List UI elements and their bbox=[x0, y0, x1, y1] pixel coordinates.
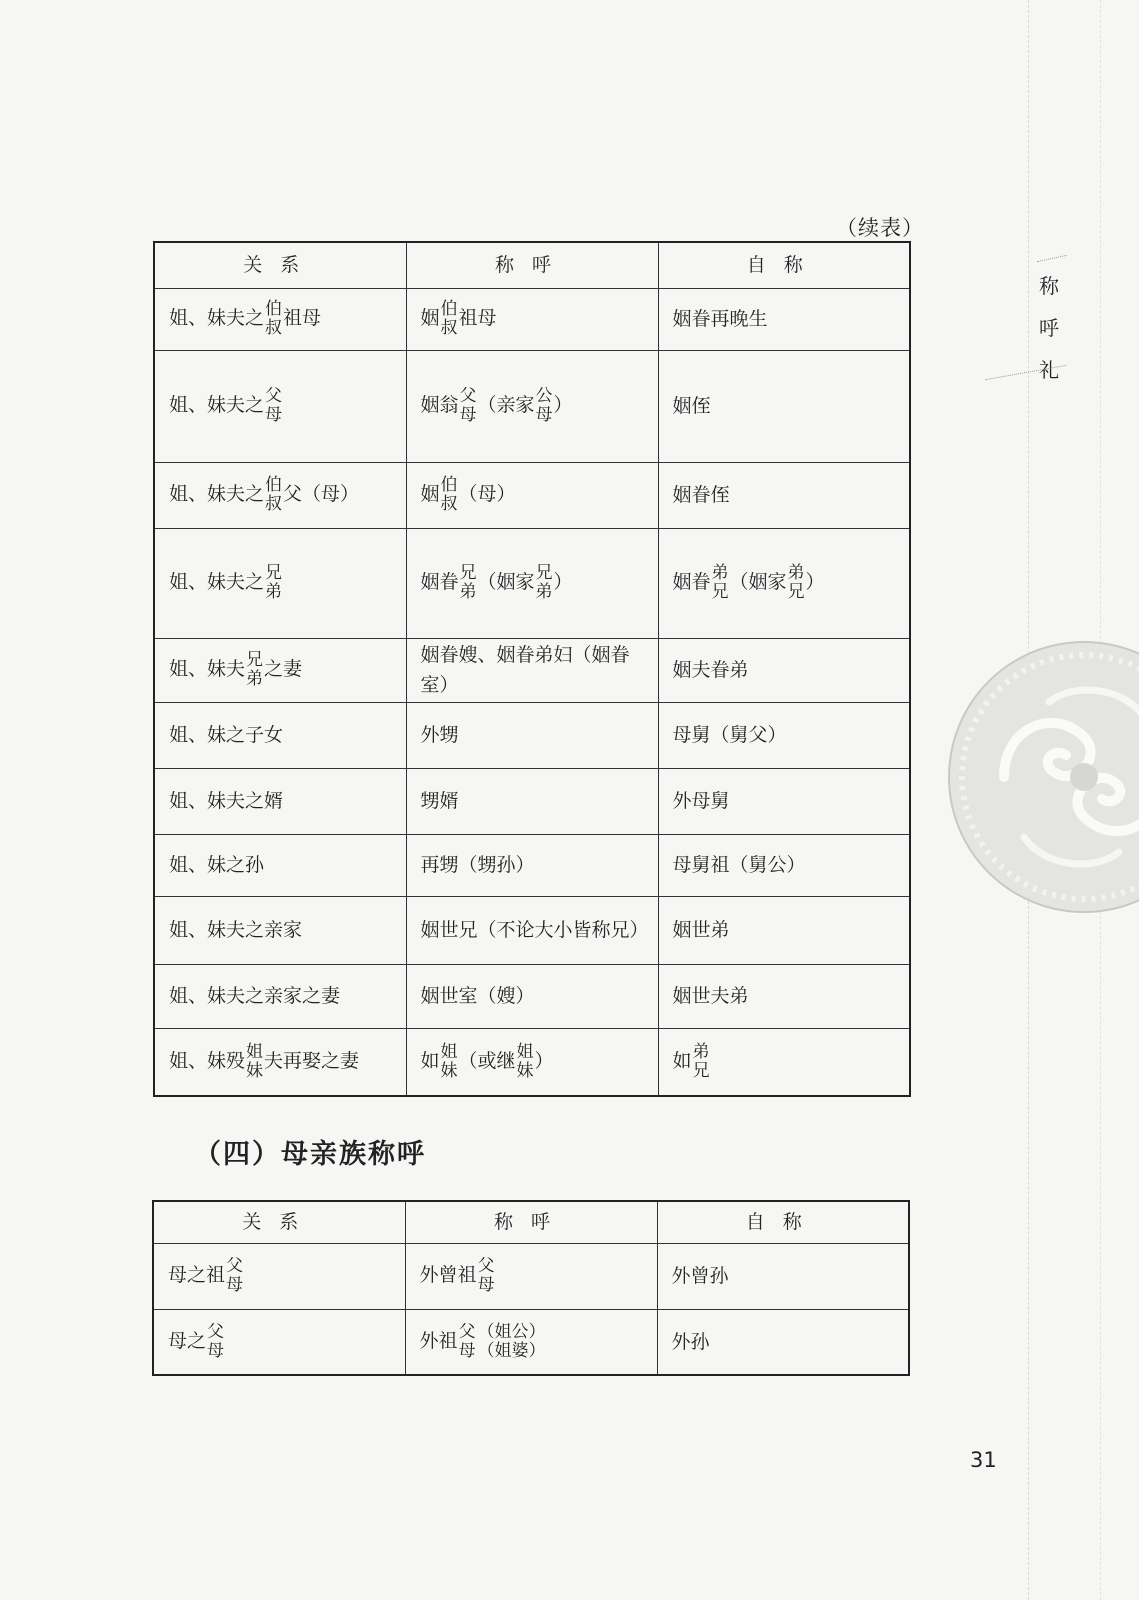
cell-text: 外孙 bbox=[671, 1330, 710, 1353]
cell-self bbox=[658, 462, 910, 528]
cell-text: 姻夫眷弟 bbox=[672, 658, 749, 681]
kinship-table-sisters-in-law bbox=[153, 241, 911, 1097]
cell-self bbox=[658, 350, 910, 462]
cell-text: 外曾祖 bbox=[419, 1264, 477, 1286]
cell-address bbox=[406, 638, 658, 702]
stacked-char: 兄 bbox=[692, 1060, 710, 1081]
cell-text: 母之祖 bbox=[168, 1264, 226, 1286]
cell-text: 姐、妹夫 bbox=[169, 658, 246, 680]
stacked-alternative bbox=[693, 1043, 710, 1081]
stacked-alternative bbox=[441, 1043, 458, 1081]
stacked-char: 兄 bbox=[711, 582, 729, 602]
side-title-char: 称 bbox=[1039, 274, 1059, 298]
cell-text: 姐、妹夫之亲家之妻 bbox=[169, 984, 341, 1007]
cell-text: 母之 bbox=[168, 1329, 207, 1352]
stacked-char: 伯 bbox=[440, 299, 458, 319]
cell-text: 夫再娶之妻 bbox=[264, 1049, 360, 1072]
stacked-alternative bbox=[265, 564, 282, 602]
stacked-alternative bbox=[459, 1323, 476, 1361]
cell-text: （亲家 bbox=[477, 394, 535, 416]
cell-text: 祖母 bbox=[283, 307, 322, 329]
cell-relation bbox=[154, 896, 406, 964]
cell-text: （姻家 bbox=[477, 571, 535, 593]
stacked-char: 父 bbox=[265, 386, 283, 406]
stacked-char: 叔 bbox=[265, 494, 283, 514]
cell-text: 姻眷 bbox=[420, 571, 459, 593]
cell-text: 姻 bbox=[420, 483, 440, 505]
cloud-pattern-medallion-icon bbox=[944, 637, 1139, 917]
table-row bbox=[153, 1309, 909, 1375]
stacked-char: 母 bbox=[226, 1275, 244, 1295]
cell-relation bbox=[154, 288, 406, 350]
stacked-char: 姐 bbox=[516, 1041, 534, 1062]
stacked-char: 母 bbox=[265, 405, 283, 425]
cell-text: 姻眷再晚生 bbox=[672, 307, 768, 330]
cell-self bbox=[658, 638, 910, 702]
stacked-char: 母 bbox=[458, 1340, 476, 1361]
cell-self bbox=[657, 1309, 909, 1375]
header-relation: 关系 bbox=[154, 242, 406, 288]
stacked-char: 弟 bbox=[787, 563, 805, 583]
stacked-char: 妹 bbox=[516, 1060, 534, 1081]
table-row bbox=[153, 1243, 909, 1309]
cell-relation bbox=[154, 638, 406, 702]
cell-text: 祖母 bbox=[458, 307, 497, 329]
stacked-alternative bbox=[460, 387, 477, 425]
cell-text: 姻世兄（不论大小皆称兄） bbox=[420, 918, 649, 941]
cell-address bbox=[406, 288, 658, 350]
cell-address bbox=[406, 768, 658, 834]
stacked-alternative bbox=[478, 1323, 546, 1361]
cell-text: 姐、妹夫之 bbox=[169, 483, 265, 505]
cell-text: 姐、妹殁 bbox=[169, 1049, 246, 1072]
header-address: 称呼 bbox=[405, 1201, 657, 1243]
stacked-char: 父 bbox=[207, 1321, 225, 1342]
cell-text: 姻世夫弟 bbox=[672, 984, 749, 1007]
cell-text: 外祖 bbox=[419, 1329, 458, 1352]
cell-relation bbox=[154, 702, 406, 768]
stacked-char: 母 bbox=[459, 405, 477, 425]
stacked-char: 父 bbox=[458, 1321, 476, 1342]
table-row bbox=[154, 768, 910, 834]
cell-text: 姐、妹夫之 bbox=[169, 571, 265, 593]
table-row bbox=[154, 964, 910, 1028]
cell-relation bbox=[154, 964, 406, 1028]
stacked-alternative bbox=[460, 564, 477, 602]
side-chapter-title bbox=[1034, 265, 1064, 391]
header-self: 自称 bbox=[658, 242, 910, 288]
cell-text: 姐、妹夫之婿 bbox=[169, 789, 284, 812]
cell-address bbox=[405, 1309, 657, 1375]
cell-text: ） bbox=[553, 571, 573, 593]
cell-relation bbox=[154, 350, 406, 462]
side-rule-top bbox=[1037, 255, 1067, 262]
cell-text: 姐、妹夫之亲家 bbox=[169, 918, 303, 941]
stacked-alternative bbox=[265, 476, 282, 514]
cell-self bbox=[657, 1243, 909, 1309]
table-row bbox=[154, 528, 910, 638]
table-row bbox=[154, 638, 910, 702]
cell-text: 姻 bbox=[420, 307, 440, 329]
cell-self bbox=[658, 702, 910, 768]
table-row bbox=[154, 350, 910, 462]
cell-text: 母舅祖（舅公） bbox=[672, 853, 806, 876]
cell-text: 外母舅 bbox=[672, 789, 730, 812]
stacked-char: 伯 bbox=[440, 475, 458, 495]
side-title-char: 呼 bbox=[1039, 316, 1059, 340]
stacked-char: 伯 bbox=[265, 475, 283, 495]
stacked-char: 兄 bbox=[459, 563, 477, 583]
cell-address bbox=[406, 896, 658, 964]
section-title: （四）母亲族称呼 bbox=[194, 1139, 426, 1170]
stacked-char: 弟 bbox=[246, 669, 264, 689]
stacked-char: 母 bbox=[477, 1275, 495, 1295]
stacked-char: 母 bbox=[207, 1340, 225, 1361]
cell-self bbox=[658, 528, 910, 638]
stacked-char: 姐 bbox=[440, 1041, 458, 1062]
table-header-row bbox=[153, 1201, 909, 1243]
cell-text: 姻翁 bbox=[420, 394, 459, 416]
cell-text: 姻眷 bbox=[672, 571, 711, 593]
cell-self bbox=[658, 834, 910, 896]
continued-label: （续表） bbox=[836, 216, 924, 240]
header-relation: 关系 bbox=[153, 1201, 405, 1243]
stacked-alternative bbox=[536, 387, 553, 425]
table-row bbox=[154, 288, 910, 350]
stacked-alternative bbox=[441, 300, 458, 338]
stacked-char: 弟 bbox=[459, 582, 477, 602]
cell-address bbox=[406, 462, 658, 528]
cell-address bbox=[406, 528, 658, 638]
stacked-char: 公 bbox=[535, 386, 553, 406]
stacked-char: （姐公） bbox=[477, 1321, 546, 1342]
stacked-char: 弟 bbox=[711, 563, 729, 583]
cell-relation bbox=[153, 1309, 405, 1375]
cell-text: 父（母） bbox=[283, 483, 360, 505]
header-address: 称呼 bbox=[406, 242, 658, 288]
cell-text: ） bbox=[553, 394, 573, 416]
stacked-alternative bbox=[712, 564, 729, 602]
stacked-char: 兄 bbox=[246, 650, 264, 670]
table-row bbox=[154, 834, 910, 896]
stacked-char: 兄 bbox=[265, 563, 283, 583]
stacked-char: 父 bbox=[477, 1256, 495, 1276]
table-row bbox=[154, 1028, 910, 1096]
stacked-alternative bbox=[478, 1257, 495, 1295]
cell-self bbox=[658, 964, 910, 1028]
cell-text: 外曾孙 bbox=[671, 1264, 729, 1287]
cell-text: ） bbox=[534, 1049, 554, 1072]
page-number: 31 bbox=[970, 1448, 997, 1472]
stacked-char: 伯 bbox=[265, 299, 283, 319]
cell-self bbox=[658, 1028, 910, 1096]
stacked-char: 弟 bbox=[692, 1041, 710, 1062]
cell-text: 姐、妹夫之 bbox=[169, 307, 265, 329]
stacked-alternative bbox=[441, 476, 458, 514]
cell-self bbox=[658, 896, 910, 964]
stacked-alternative bbox=[265, 387, 282, 425]
stacked-char: 叔 bbox=[440, 318, 458, 338]
stacked-char: 叔 bbox=[265, 318, 283, 338]
cell-text: （姻家 bbox=[729, 571, 787, 593]
cell-text: 姻世弟 bbox=[672, 918, 730, 941]
cell-text: 母舅（舅父） bbox=[672, 723, 787, 746]
cell-address bbox=[406, 702, 658, 768]
stacked-char: 弟 bbox=[265, 582, 283, 602]
cell-text: 之妻 bbox=[264, 658, 303, 680]
cell-relation bbox=[154, 768, 406, 834]
cell-text: （或继 bbox=[458, 1049, 516, 1072]
stacked-char: 叔 bbox=[440, 494, 458, 514]
cell-text: 外甥 bbox=[420, 723, 459, 746]
stacked-char: 妹 bbox=[440, 1060, 458, 1081]
cell-text: 姻侄 bbox=[672, 394, 711, 417]
cell-text: 再甥（甥孙） bbox=[420, 853, 535, 876]
cell-text: 姻眷侄 bbox=[672, 483, 730, 506]
header-self: 自称 bbox=[657, 1201, 909, 1243]
table-header-row bbox=[154, 242, 910, 288]
kinship-table-maternal bbox=[152, 1200, 910, 1376]
stacked-char: （姐婆） bbox=[477, 1340, 546, 1361]
stacked-char: 兄 bbox=[787, 582, 805, 602]
stacked-alternative bbox=[517, 1043, 534, 1081]
cell-text: 如 bbox=[672, 1049, 692, 1072]
cell-text: 甥婿 bbox=[420, 789, 459, 812]
stacked-alternative bbox=[226, 1257, 243, 1295]
cell-text: （母） bbox=[458, 483, 516, 505]
stacked-alternative bbox=[536, 564, 553, 602]
cell-relation bbox=[154, 1028, 406, 1096]
stacked-alternative bbox=[246, 1043, 263, 1081]
cell-relation bbox=[154, 834, 406, 896]
cell-text: 姐、妹之孙 bbox=[169, 853, 265, 876]
cell-text: 姻世室（嫂） bbox=[420, 984, 535, 1007]
cell-address bbox=[406, 1028, 658, 1096]
cell-text: 姐、妹夫之 bbox=[169, 394, 265, 416]
cell-self bbox=[658, 768, 910, 834]
stacked-char: 妹 bbox=[246, 1060, 264, 1081]
cell-text: ） bbox=[805, 571, 825, 593]
stacked-alternative bbox=[788, 564, 805, 602]
cell-self bbox=[658, 288, 910, 350]
cell-address bbox=[405, 1243, 657, 1309]
table-row bbox=[154, 896, 910, 964]
cell-text: 姐、妹之子女 bbox=[169, 723, 284, 746]
cell-address bbox=[406, 350, 658, 462]
cell-relation bbox=[153, 1243, 405, 1309]
stacked-char: 兄 bbox=[535, 563, 553, 583]
cell-text: 如 bbox=[420, 1049, 440, 1072]
cell-relation bbox=[154, 528, 406, 638]
cell-relation bbox=[154, 462, 406, 528]
stacked-alternative bbox=[265, 300, 282, 338]
stacked-alternative bbox=[246, 651, 263, 689]
stacked-char: 父 bbox=[459, 386, 477, 406]
stacked-char: 弟 bbox=[535, 582, 553, 602]
cell-address bbox=[406, 834, 658, 896]
stacked-alternative bbox=[207, 1323, 224, 1361]
table-row bbox=[154, 462, 910, 528]
table-row bbox=[154, 702, 910, 768]
stacked-char: 父 bbox=[226, 1256, 244, 1276]
stacked-char: 母 bbox=[535, 405, 553, 425]
side-title-char: 礼 bbox=[1039, 358, 1059, 382]
stacked-char: 姐 bbox=[246, 1041, 264, 1062]
cell-text: 姻眷嫂、姻眷弟妇（姻眷室） bbox=[420, 643, 630, 696]
cell-address bbox=[406, 964, 658, 1028]
